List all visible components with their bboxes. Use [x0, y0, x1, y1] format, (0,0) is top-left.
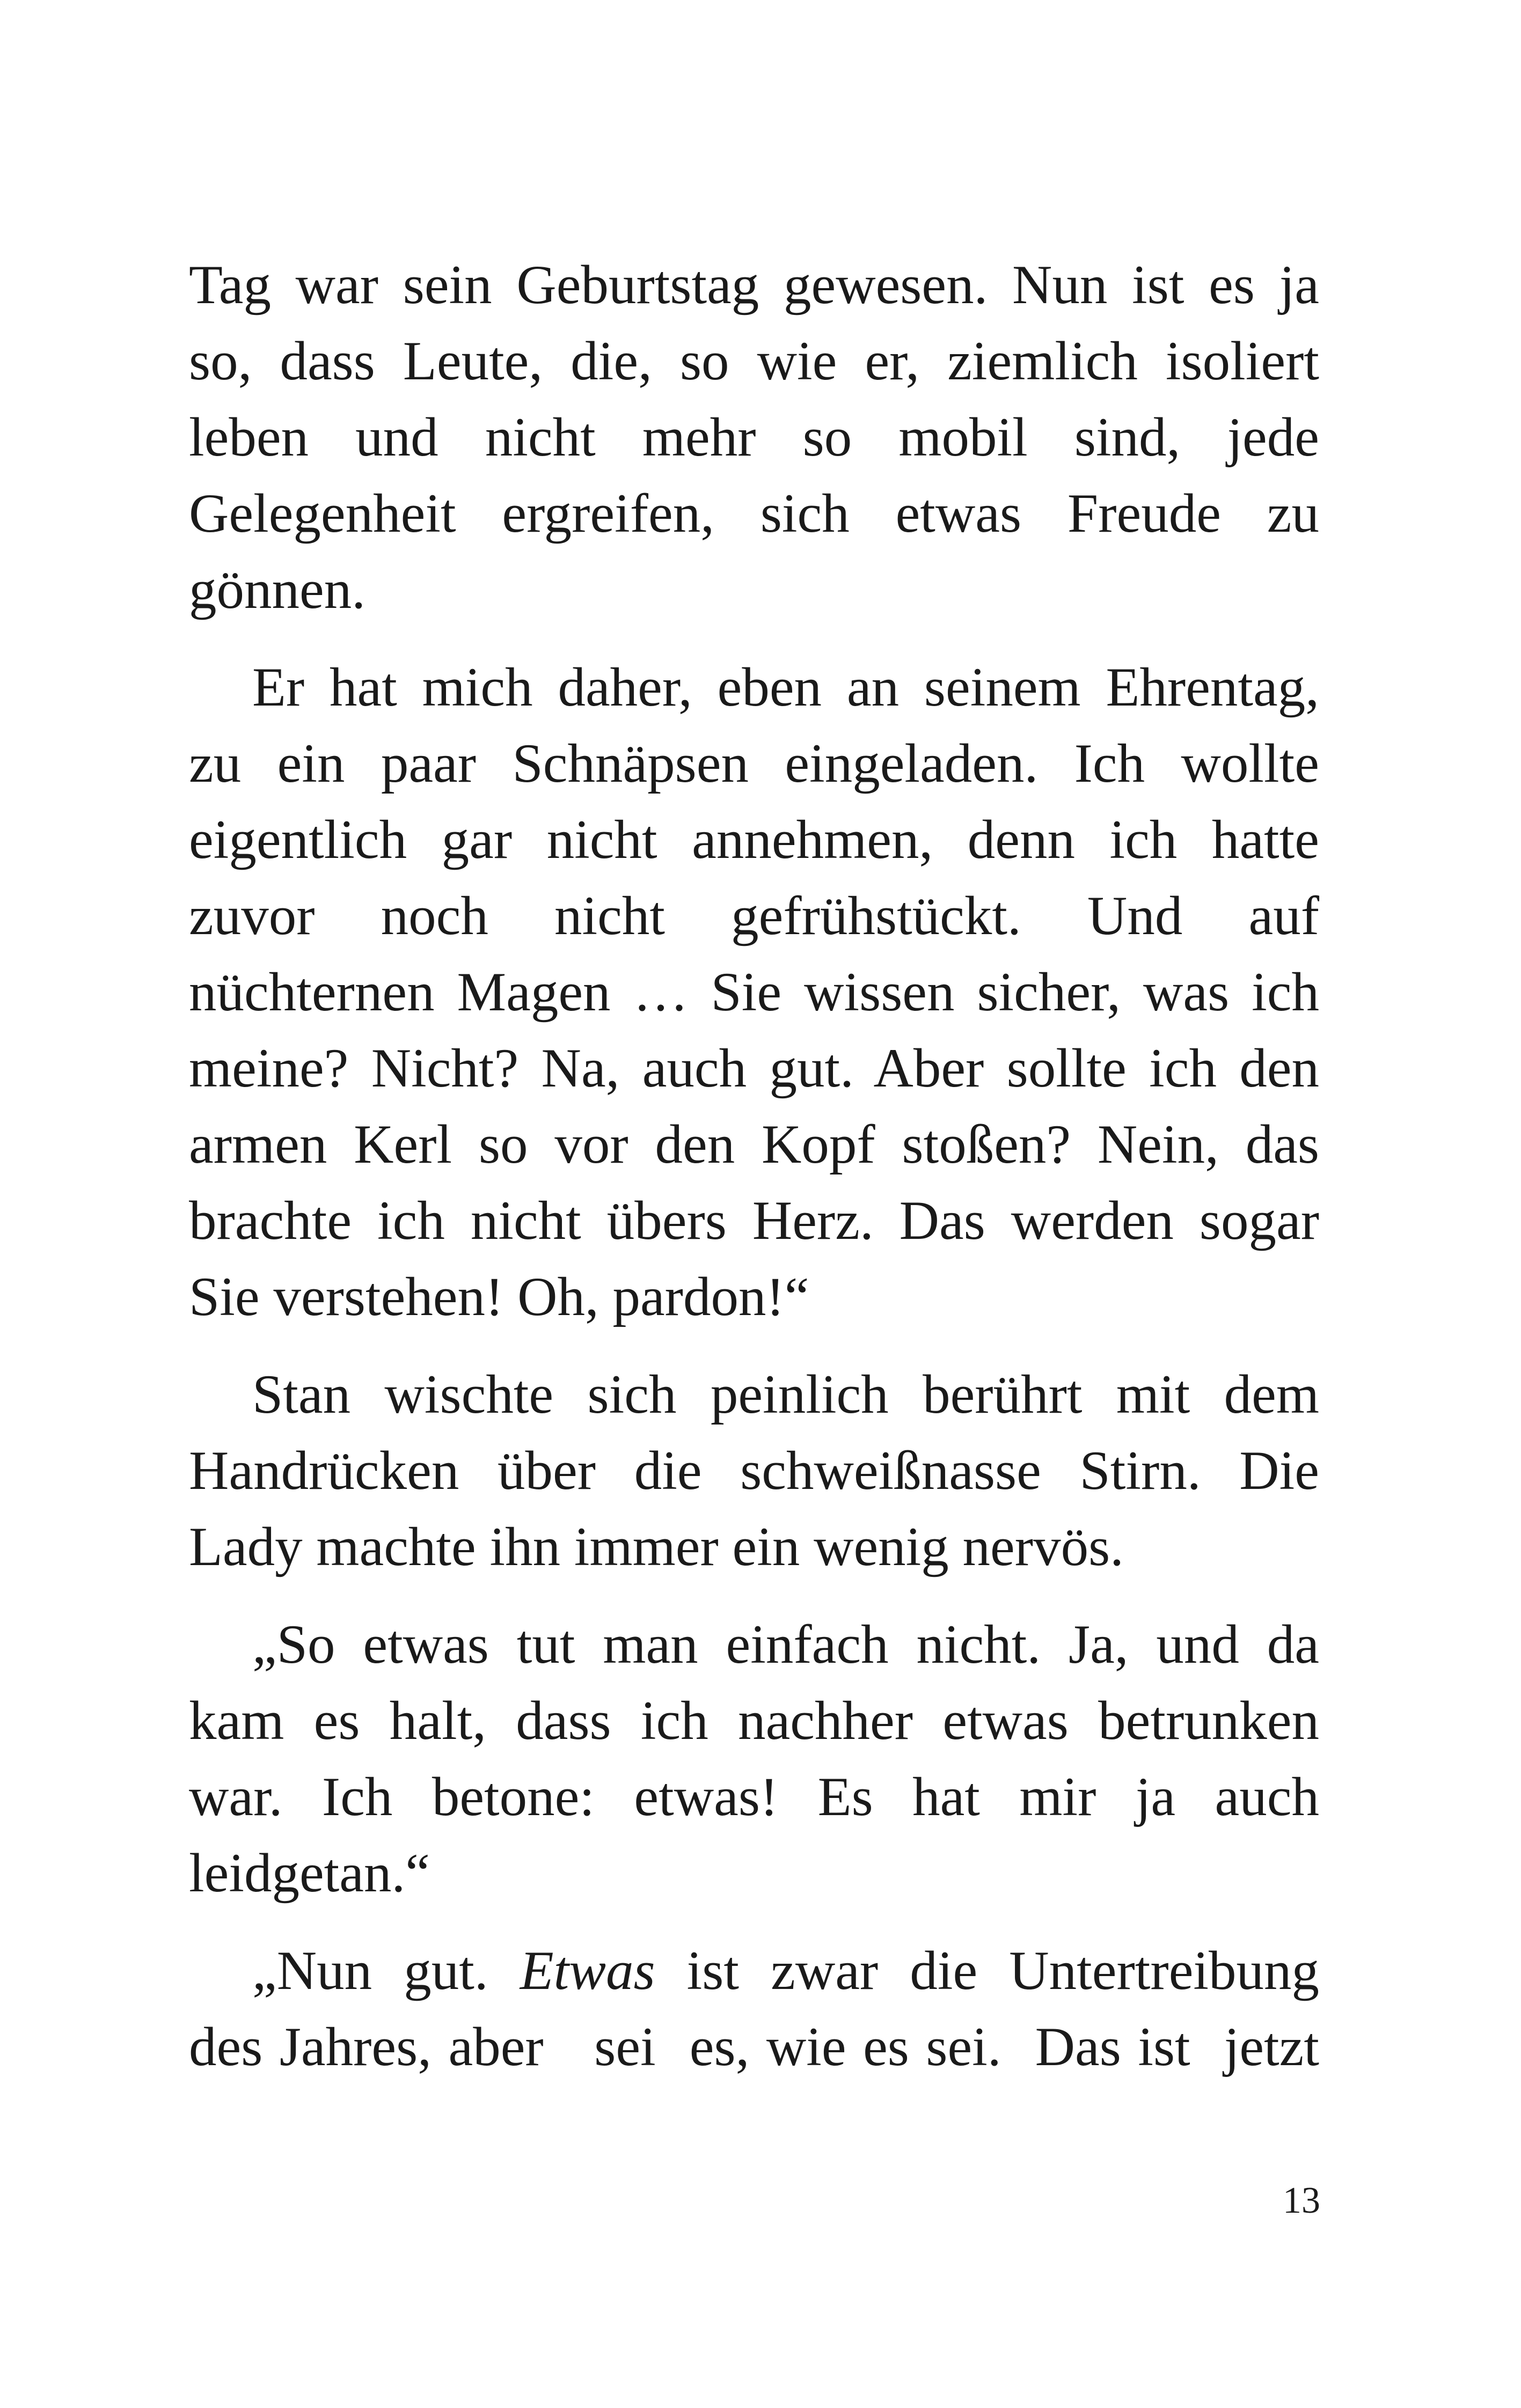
text-line: meine? Nicht? Na, auch gut. Aber sollte ich den	[189, 1038, 1319, 1099]
text-line: Sie verstehen! Oh, pardon!“	[189, 1266, 809, 1327]
text-line: leben und nicht mehr so mobil sind, jede	[189, 407, 1319, 468]
text-line: nüchternen Magen … Sie wissen sicher, was ich	[189, 961, 1319, 1023]
text-line: so, dass Leute, die, so wie er, ziemlich isoliert	[189, 331, 1319, 392]
text-line: Handrücken über die schweißnasse Stirn. Die	[189, 1440, 1319, 1501]
paragraph-gap	[189, 1585, 1319, 1606]
text-line: Stan wischte sich peinlich berührt mit dem	[252, 1364, 1319, 1425]
text-line: war. Ich betone: etwas! Es hat mir ja auch	[189, 1766, 1319, 1827]
text-line: zu ein paar Schnäpsen eingeladen. Ich wollte	[189, 733, 1319, 794]
paragraph-gap	[189, 1335, 1319, 1356]
text-line: brachte ich nicht übers Herz. Das werden sogar	[189, 1190, 1319, 1251]
text-line: Lady machte ihn immer ein wenig nervös.	[189, 1516, 1124, 1577]
text-line: Tag war sein Geburtstag gewesen. Nun ist es ja	[189, 254, 1319, 315]
paragraph-gap	[189, 1911, 1319, 1933]
text-line: Gelegenheit ergreifen, sich etwas Freude zu	[189, 483, 1319, 544]
text-line	[189, 1933, 1319, 2009]
text-segment: „Nun gut.	[252, 1940, 488, 2001]
text-segment: ist zwar die Untertreibung	[686, 1940, 1320, 2001]
text-line: Er hat mich daher, eben an seinem Ehrentag,	[252, 657, 1319, 718]
text-line: leidgetan.“	[189, 1842, 430, 1904]
text-line: zuvor noch nicht gefrühstückt. Und auf	[189, 885, 1319, 946]
page-number: 13	[1283, 2180, 1320, 2221]
text-line: eigentlich gar nicht annehmen, denn ich hatte	[189, 809, 1319, 870]
page-body	[189, 247, 1319, 2085]
text-line: gönnen.	[189, 559, 365, 620]
text-line: des Jahres, aber sei es, wie es sei. Das ist jetzt	[189, 2016, 1319, 2077]
paragraph-gap	[189, 628, 1319, 649]
emphasized-word: Etwas	[520, 1940, 655, 2001]
text-line: kam es halt, dass ich nachher etwas betrunken	[189, 1690, 1319, 1751]
text-line: „So etwas tut man einfach nicht. Ja, und da	[252, 1614, 1319, 1675]
text-line: armen Kerl so vor den Kopf stoßen? Nein, das	[189, 1114, 1319, 1175]
